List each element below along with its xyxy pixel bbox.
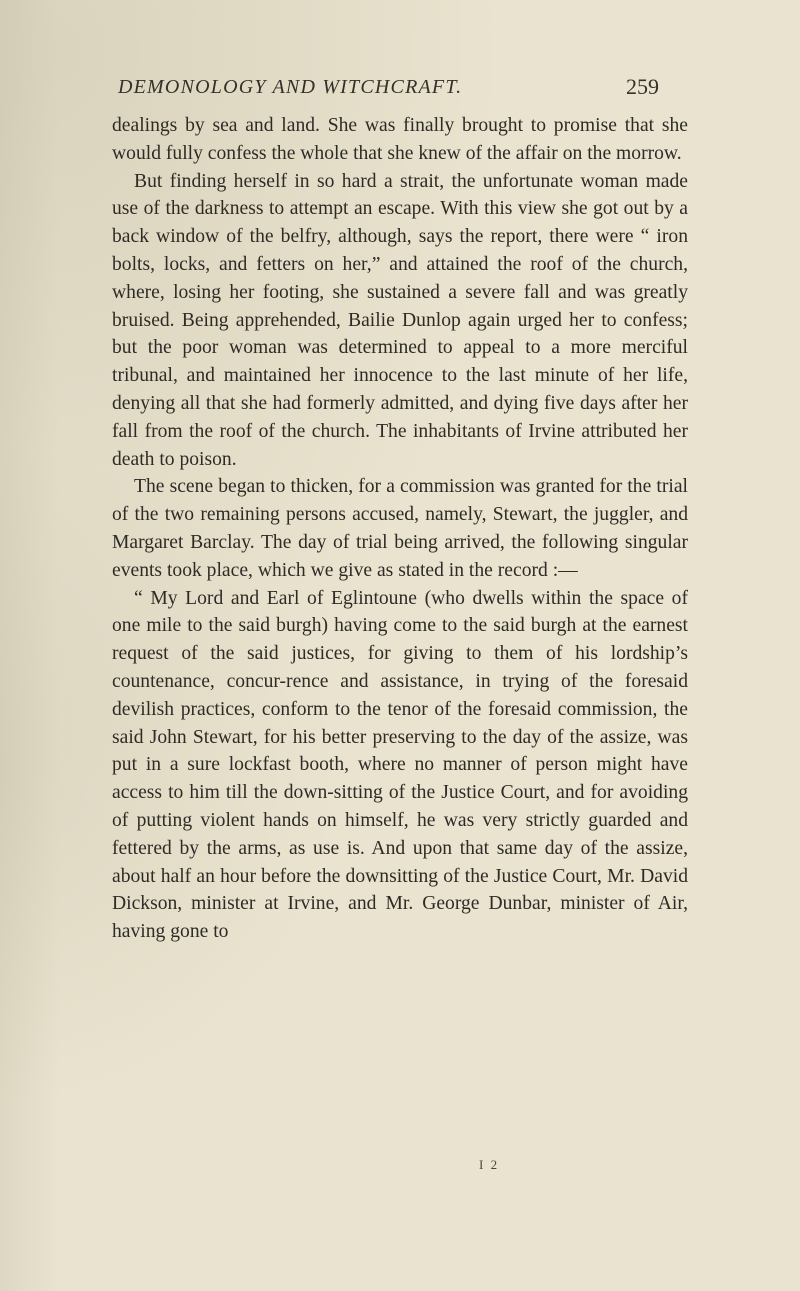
body-text — [112, 112, 688, 946]
paragraph: But finding herself in so hard a strait, the unfortunate woman made use of the darkness to attempt an escape. With this view she got out by a back window of the belfry, although, says the report, there were “ iron bolts, locks, and fetters on her,” and attained the roof of the church, where, losing her footing, she sustained a severe fall and was greatly bruised. Being apprehended, Bailie Dunlop again urged her to confess; but the poor woman was determined to appeal to a more merciful tribunal, and maintained her innocence to the last minute of her life, denying all that she had formerly admitted, and dying five days after her fall from the roof of the church. The inhabitants of Irvine attributed her death to poison. — [112, 170, 688, 470]
page-number: 259 — [626, 74, 659, 99]
paragraph: The scene began to thicken, for a commission was granted for the trial of the two remaining persons accused, namely, Stewart, the juggler, and Margaret Barclay. The day of trial being arrived, the following singular events took place, which we give as stated in the record :— — [112, 476, 688, 581]
paragraph: “ My Lord and Earl of Eglintoune (who dwells within the space of one mile to the said burgh) having come to the said burgh at the earnest request of the said justices, for giving to them of his lordship’s countenance, concur-rence and assistance, in trying of the foresaid devilish practices, conform to the tenor of the foresaid commission, the said John Stewart, for his better preserving to the day of the assize, was put in a sure lockfast booth, where no manner of person might have access to him till the down-sitting of the Justice Court, and for avoiding of putting violent hands on himself, he was very strictly guarded and fettered by the arms, as use is. And upon that same day of the assize, about half an hour before the downsitting of the Justice Court, Mr. David Dickson, minister at Irvine, and Mr. George Dunbar, minister of Air, having gone to — [112, 587, 688, 943]
running-head: DEMONOLOGY AND WITCHCRAFT. — [118, 76, 463, 98]
paragraph: dealings by sea and land. She was finally brought to promise that she would fully confess the whole that she knew of the affair on the morrow. — [112, 115, 688, 164]
signature-mark: I 2 — [479, 1157, 500, 1172]
